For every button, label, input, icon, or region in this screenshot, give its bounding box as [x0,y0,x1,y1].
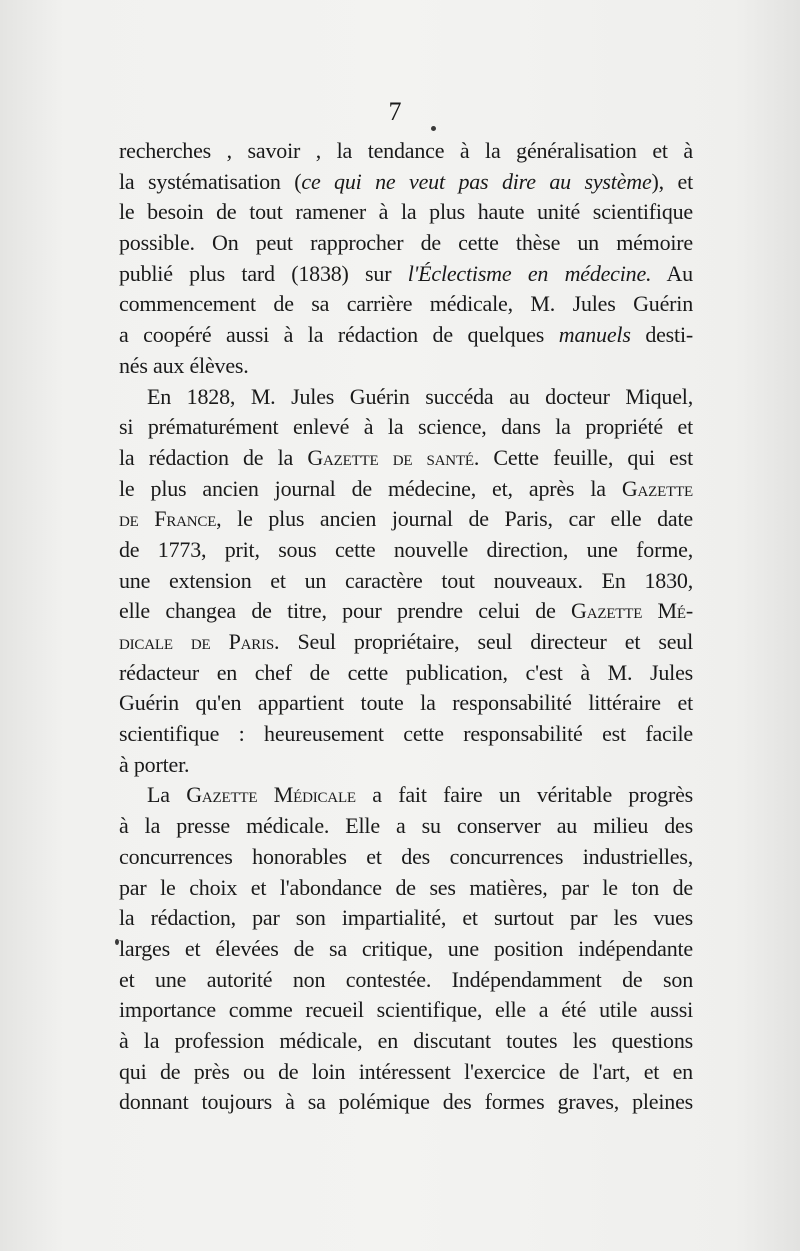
text-line [119,167,693,198]
small-caps-text: Gazette Mé- [571,598,693,624]
text-line [119,1026,693,1057]
text-line [119,1087,693,1118]
text-line [119,504,693,535]
text-run: Au [651,260,693,286]
text-line [119,535,693,566]
italic-text: ce qui ne veut pas dire au système [301,168,652,194]
italic-text: manuels [558,322,631,348]
text-line [119,259,693,290]
text-run: la rédaction de la [119,444,308,470]
text-run: rédacteur en chef de cette publication, c'est à M. Jules [119,659,693,685]
text-run: qui de près ou de loin intéressent l'exercice de l'art, et en [119,1058,693,1084]
text-run: la systématisation ( [119,168,302,194]
italic-text: l'Éclectisme en médecine. [407,260,652,286]
text-line [119,197,693,228]
text-run: elle changea de titre, pour prendre celui de [119,598,572,624]
text-run: le besoin de tout ramener à la plus haute unité scientifique [119,199,693,225]
text-line [119,412,693,443]
text-run: donnant toujours à sa polémique des formes graves, pleines [119,1089,693,1115]
text-run: le plus ancien journal de médecine, et, après la [119,475,622,501]
text-run: larges et élevées de sa critique, une position indépendante [119,935,693,961]
text-run: de 1773, prit, sous cette nouvelle direction, une forme, [119,536,693,562]
text-run: publié plus tard (1838) sur [119,260,408,286]
text-line [119,688,693,719]
text-run: nés aux élèves. [119,352,249,378]
text-run: desti- [630,322,693,348]
text-line [119,873,693,904]
text-run: à la presse médicale. Elle a su conserver au milieu des [119,813,693,839]
text-run: a coopéré aussi à la rédaction de quelques [119,322,559,348]
text-run: . Seul propriétaire, seul directeur et seul [274,629,694,654]
text-line [119,1057,693,1088]
small-caps-text: dicale de Paris [119,629,275,654]
text-run: Guérin qu'en appartient toute la responsabilité littéraire et [119,690,693,716]
text-line [119,566,693,597]
body-text [119,136,693,1118]
text-run: à la profession médicale, en discutant toutes les questions [119,1027,693,1053]
text-line [119,443,693,474]
text-run: possible. On peut rapprocher de cette thèse un mémoire [119,230,693,256]
text-run: recherches , savoir , la tendance à la généralisation et à [119,138,693,163]
paragraph [119,780,693,1118]
text-line [119,320,693,351]
small-caps-text: Gazette Médicale [186,782,356,808]
text-run: importance comme recueil scientifique, elle a été utile aussi [119,997,693,1023]
text-run: ), et [651,168,693,194]
text-line [119,289,693,320]
text-line [119,995,693,1026]
small-caps-text: Gazette de santé [307,444,474,470]
text-line [119,965,693,996]
paragraph [119,382,693,781]
text-run: concurrences honorables et des concurrences industrielles, [119,843,693,869]
text-run: En 1828, M. Jules Guérin succéda au docteur Miquel, [147,383,693,409]
text-line [119,780,693,811]
text-line [119,719,693,750]
text-line [119,228,693,259]
text-line [119,136,693,167]
text-run: si prématurément enlevé à la science, dans la propriété et [119,414,693,440]
text-run: une extension et un caractère tout nouveaux. En 1830, [119,567,693,593]
text-line [119,811,693,842]
page-number: 7 [388,97,402,126]
text-run: à porter. [119,751,190,777]
text-line [119,750,693,781]
text-run: et une autorité non contestée. Indépendamment de son [119,966,693,992]
text-run: scientifique : heureusement cette responsabilité est facile [119,721,693,747]
text-run: a fait faire un véritable progrès [355,782,693,808]
text-run: la rédaction, par son impartialité, et surtout par les vues [119,905,693,931]
text-line [119,474,693,505]
paragraph [119,136,693,382]
text-line [119,627,693,658]
text-run: par le choix et l'abondance de ses matières, par le ton de [119,874,693,900]
page-mark [431,126,436,131]
text-line [119,903,693,934]
text-run: La [147,782,187,808]
text-line [119,351,693,382]
text-line [119,596,693,627]
text-run: , le plus ancien journal de Paris, car elle date [216,506,693,532]
text-line [119,382,693,413]
text-run: commencement de sa carrière médicale, M. Jules Guérin [119,291,693,317]
text-line [119,658,693,689]
small-caps-text: Gazette [621,475,693,501]
text-line [119,842,693,873]
text-run: . Cette feuille, qui est [473,444,693,470]
small-caps-text: de France [119,506,217,532]
text-line [119,934,693,965]
